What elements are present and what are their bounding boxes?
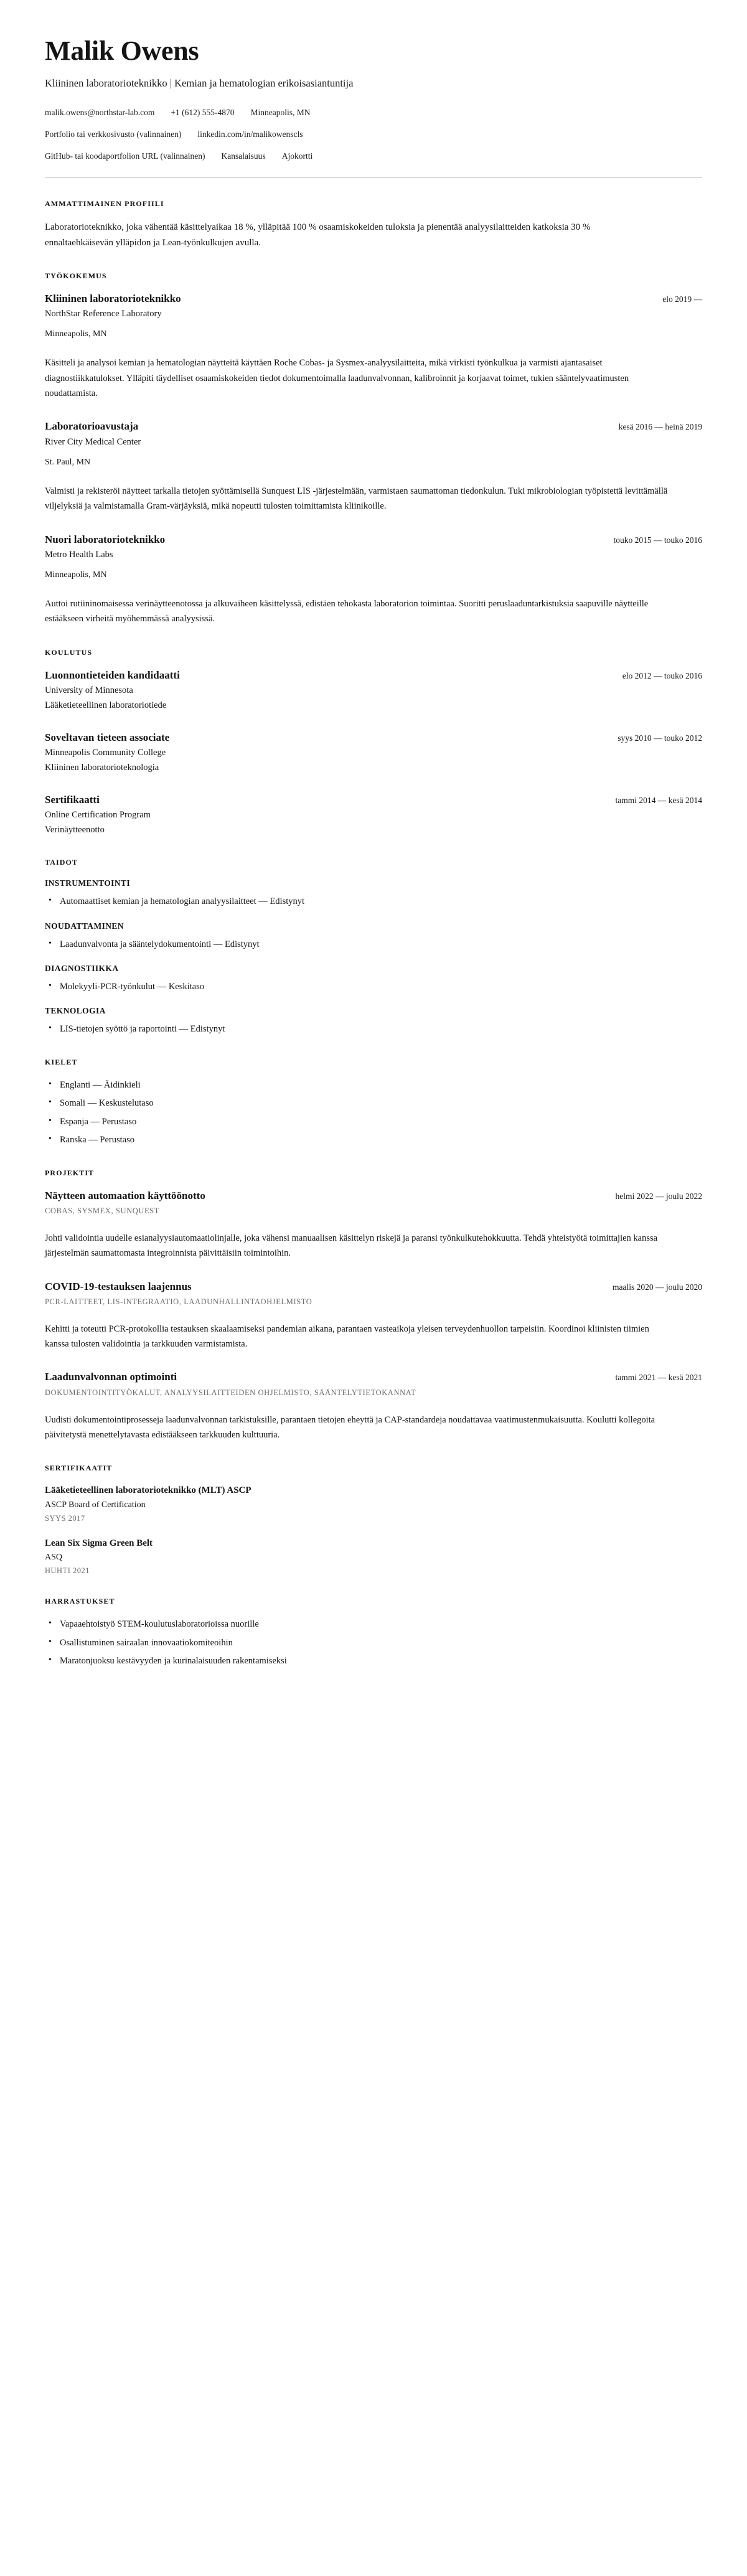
- phone-text[interactable]: +1 (612) 555-4870: [171, 107, 235, 117]
- certification-issuer: ASQ: [45, 1553, 63, 1563]
- experience-entry-head: [45, 420, 702, 433]
- job-date: elo 2019 —: [662, 294, 702, 304]
- contact-line-3: [45, 150, 702, 162]
- certification-entry: [45, 1484, 702, 1523]
- school-name: Minneapolis Community College: [45, 747, 166, 758]
- skill-group: [45, 921, 702, 951]
- job-title: Laboratorioavustaja: [45, 420, 139, 433]
- project-entry: [45, 1189, 702, 1261]
- section-title-languages: KIELET: [45, 1057, 78, 1066]
- project-description: Johti validointia uudelle esianalyysiautomaatiolinjalle, joka vähensi manuaalisen käsittelyn riskejä ja paransi työnkulkutehokkuutta. Tehdä yhteistyötä toimittajien kanssa järjestelmän saumattomasta integroinnista päivittäisiin toimintoihin.: [45, 1233, 658, 1259]
- resume-header: [45, 36, 702, 178]
- citizenship-text: Kansalaisuus: [221, 151, 266, 161]
- section-title-skills: TAIDOT: [45, 858, 78, 867]
- section-title-projects: PROJEKTIT: [45, 1168, 95, 1177]
- section-title-summary: AMMATTIMAINEN PROFIILI: [45, 199, 164, 209]
- experience-entry: [45, 533, 702, 627]
- skill-item: • LIS-tietojen syöttö ja raportointi — Edistynyt: [45, 1022, 702, 1036]
- project-tags: PCR-LAITTEET, LIS-INTEGRAATIO, LAADUNHALLINTAOHJELMISTO: [45, 1297, 312, 1306]
- skill-group-title: TEKNOLOGIA: [45, 1006, 106, 1016]
- certification-date: SYYS 2017: [45, 1513, 85, 1523]
- education-entry: [45, 731, 702, 774]
- contact-line-2: [45, 128, 702, 141]
- section-projects: [45, 1168, 702, 1442]
- section-certifications: [45, 1464, 702, 1576]
- certification-date: HUHTI 2021: [45, 1566, 90, 1576]
- language-item: • Ranska — Perustaso: [45, 1133, 702, 1147]
- section-skills: [45, 858, 702, 1037]
- skill-group-title: INSTRUMENTOINTI: [45, 878, 131, 888]
- candidate-name: Malik Owens: [45, 35, 199, 66]
- hobby-item: • Maratonjuoksu kestävyyden ja kurinalaisuuden rakentamiseksi: [45, 1654, 702, 1668]
- degree-date: tammi 2014 — kesä 2014: [615, 795, 702, 805]
- section-title-education: KOULUTUS: [45, 647, 93, 657]
- project-name: Näytteen automaation käyttöönotto: [45, 1189, 205, 1201]
- header-divider: [45, 177, 702, 178]
- job-company: NorthStar Reference Laboratory: [45, 309, 162, 319]
- email-text[interactable]: malik.owens@northstar-lab.com: [45, 107, 155, 117]
- language-list: [45, 1078, 702, 1147]
- field-of-study: Lääketieteellinen laboratoriotiede: [45, 700, 167, 710]
- location-text: Minneapolis, MN: [250, 107, 311, 117]
- skill-group: [45, 1006, 702, 1036]
- certification-name: Lääketieteellinen laboratorioteknikko (MLT) ASCP: [45, 1485, 251, 1496]
- skill-group: [45, 964, 702, 994]
- section-languages: [45, 1058, 702, 1147]
- summary-text: Laboratorioteknikko, joka vähentää käsittelyaikaa 18 %, ylläpitää 100 % osaamiskokeiden tuloksia ja pienentää analyysilaitteiden katkoksia 30 % ennaltaehkäisevän ylläpidon ja Lean-työnkulkujen avulla.: [45, 222, 591, 248]
- education-entry-head: [45, 731, 702, 745]
- experience-entry-head: [45, 533, 702, 547]
- project-entry: [45, 1370, 702, 1442]
- project-tags: DOKUMENTOINTITYÖKALUT, ANALYYSILAITTEIDEN OHJELMISTO, SÄÄNTELYTIETOKANNAT: [45, 1388, 416, 1397]
- skill-list: [45, 895, 702, 908]
- education-entry: [45, 793, 702, 837]
- linkedin-text[interactable]: linkedin.com/in/malikowenscls: [197, 129, 303, 139]
- skill-group-title: DIAGNOSTIIKKA: [45, 964, 119, 973]
- section-title-experience: TYÖKOKEMUS: [45, 271, 107, 280]
- github-text[interactable]: GitHub- tai koodaportfolion URL (valinnainen): [45, 151, 205, 161]
- skill-group: [45, 878, 702, 908]
- education-entry-head: [45, 793, 702, 807]
- degree-date: elo 2012 — touko 2016: [622, 670, 702, 680]
- portfolio-text[interactable]: Portfolio tai verkkosivusto (valinnainen): [45, 129, 182, 139]
- section-title-hobbies: HARRASTUKSET: [45, 1597, 115, 1606]
- hobby-item: • Osallistuminen sairaalan innovaatiokomiteoihin: [45, 1636, 702, 1650]
- project-date: helmi 2022 — joulu 2022: [615, 1191, 702, 1201]
- project-date: maalis 2020 — joulu 2020: [613, 1282, 702, 1292]
- job-description: Käsitteli ja analysoi kemian ja hematologian näytteitä käyttäen Roche Cobas- ja Sysmex-analyysilaitteita, mikä virkisti työnkulkua ja varmisti ajantasaiset diagnostiikkatulokset. Ylläpiti täydelliset osaamiskokeiden tiedot dokumentoimalla laadunvalvonnan, kalibroinnit ja korjaavat toimet, tukien sääntelyvaatimusten noudattamista.: [45, 358, 629, 399]
- degree-date: syys 2010 — touko 2012: [618, 733, 702, 743]
- education-entry: [45, 669, 702, 712]
- language-item: • Englanti — Äidinkieli: [45, 1078, 702, 1092]
- skill-list: [45, 980, 702, 994]
- skill-item: • Laadunvalvonta ja sääntelydokumentointi — Edistynyt: [45, 938, 702, 951]
- language-item: • Somali — Keskustelutaso: [45, 1096, 702, 1110]
- job-description: Auttoi rutiininomaisessa verinäytteenotossa ja alkuvaiheen käsittelyssä, edistäen tehokasta laboratorion toimintaa. Suoritti peruslaaduntarkistuksia saapuville näytteille estääkseen virheitä myöhemmässä analyysissä.: [45, 598, 649, 624]
- job-location: Minneapolis, MN: [45, 570, 107, 580]
- job-title: Kliininen laboratorioteknikko: [45, 292, 181, 304]
- hobby-list: [45, 1617, 702, 1668]
- field-of-study: Verinäytteenotto: [45, 825, 105, 835]
- project-description: Kehitti ja toteutti PCR-protokollia testauksen skaalaamiseksi pandemian aikana, parantaen vasteaikoja yleisen terveydenhuollon tarpeisiin. Koordinoi kliinisten tiimien kanssa tulosten validointia ja tarkkuuden varmistamista.: [45, 1323, 649, 1350]
- degree-title: Sertifikaatti: [45, 793, 100, 806]
- certification-entry: [45, 1537, 702, 1576]
- job-company: Metro Health Labs: [45, 549, 113, 560]
- job-description: Valmisti ja rekisteröi näytteet tarkalla tietojen syöttämisellä Sunquest LIS -järjestelmään, varmistaen saumattoman tiedonkulun. Tuki mikrobiologian työpistettä levittämällä viljelyksiä ja valmistamalla Gram-värjäyksiä, mikä nopeutti tulosten toimittamista kliinikoille.: [45, 486, 668, 512]
- job-company: River City Medical Center: [45, 436, 141, 447]
- project-entry-head: [45, 1280, 702, 1294]
- certification-name: Lean Six Sigma Green Belt: [45, 1538, 153, 1548]
- section-education: [45, 648, 702, 837]
- experience-entry: [45, 292, 702, 401]
- project-name: Laadunvalvonnan optimointi: [45, 1371, 177, 1383]
- education-entry-head: [45, 669, 702, 682]
- hobby-item: • Vapaaehtoistyö STEM-koulutuslaboratorioissa nuorille: [45, 1617, 702, 1631]
- language-item: • Espanja — Perustaso: [45, 1115, 702, 1129]
- skill-list: [45, 938, 702, 951]
- section-hobbies: [45, 1597, 702, 1668]
- skill-list: [45, 1022, 702, 1036]
- degree-title: Soveltavan tieteen associate: [45, 731, 170, 743]
- section-summary: [45, 199, 702, 250]
- skill-item: • Molekyyli-PCR-työnkulut — Keskitaso: [45, 980, 702, 994]
- project-description: Uudisti dokumentointiprosesseja laadunvalvonnan tarkistuksille, parantaen tietojen eheyttä ja CAP-standardeja noudattavaa vaatimustenmukaisuutta. Koulutti kollegoita päivitetystä menettelytavasta edistääkseen tarkkuuden kulttuuria.: [45, 1414, 655, 1440]
- skill-group-title: NOUDATTAMINEN: [45, 921, 124, 931]
- project-date: tammi 2021 — kesä 2021: [615, 1373, 702, 1383]
- field-of-study: Kliininen laboratorioteknologia: [45, 762, 159, 773]
- project-entry-head: [45, 1189, 702, 1203]
- driving-licence-text: Ajokortti: [281, 151, 313, 161]
- job-date: touko 2015 — touko 2016: [613, 535, 702, 545]
- school-name: Online Certification Program: [45, 810, 151, 820]
- experience-entry: [45, 420, 702, 514]
- job-date: kesä 2016 — heinä 2019: [618, 422, 702, 432]
- degree-title: Luonnontieteiden kandidaatti: [45, 669, 180, 681]
- school-name: University of Minnesota: [45, 685, 133, 695]
- candidate-headline: Kliininen laboratorioteknikko | Kemian ja hematologian erikoisasiantuntija: [45, 77, 354, 89]
- project-entry: [45, 1280, 702, 1352]
- certification-issuer: ASCP Board of Certification: [45, 1500, 146, 1510]
- skill-item: • Automaattiset kemian ja hematologian analyysilaitteet — Edistynyt: [45, 895, 702, 908]
- contact-line-1: [45, 106, 702, 119]
- experience-entry-head: [45, 292, 702, 306]
- job-location: St. Paul, MN: [45, 457, 91, 467]
- section-title-certifications: SERTIFIKAATIT: [45, 1464, 113, 1473]
- job-location: Minneapolis, MN: [45, 329, 107, 339]
- project-name: COVID-19-testauksen laajennus: [45, 1280, 192, 1292]
- project-tags: COBAS, SYSMEX, SUNQUEST: [45, 1206, 159, 1215]
- project-entry-head: [45, 1370, 702, 1384]
- job-title: Nuori laboratorioteknikko: [45, 533, 166, 545]
- section-experience: [45, 271, 702, 627]
